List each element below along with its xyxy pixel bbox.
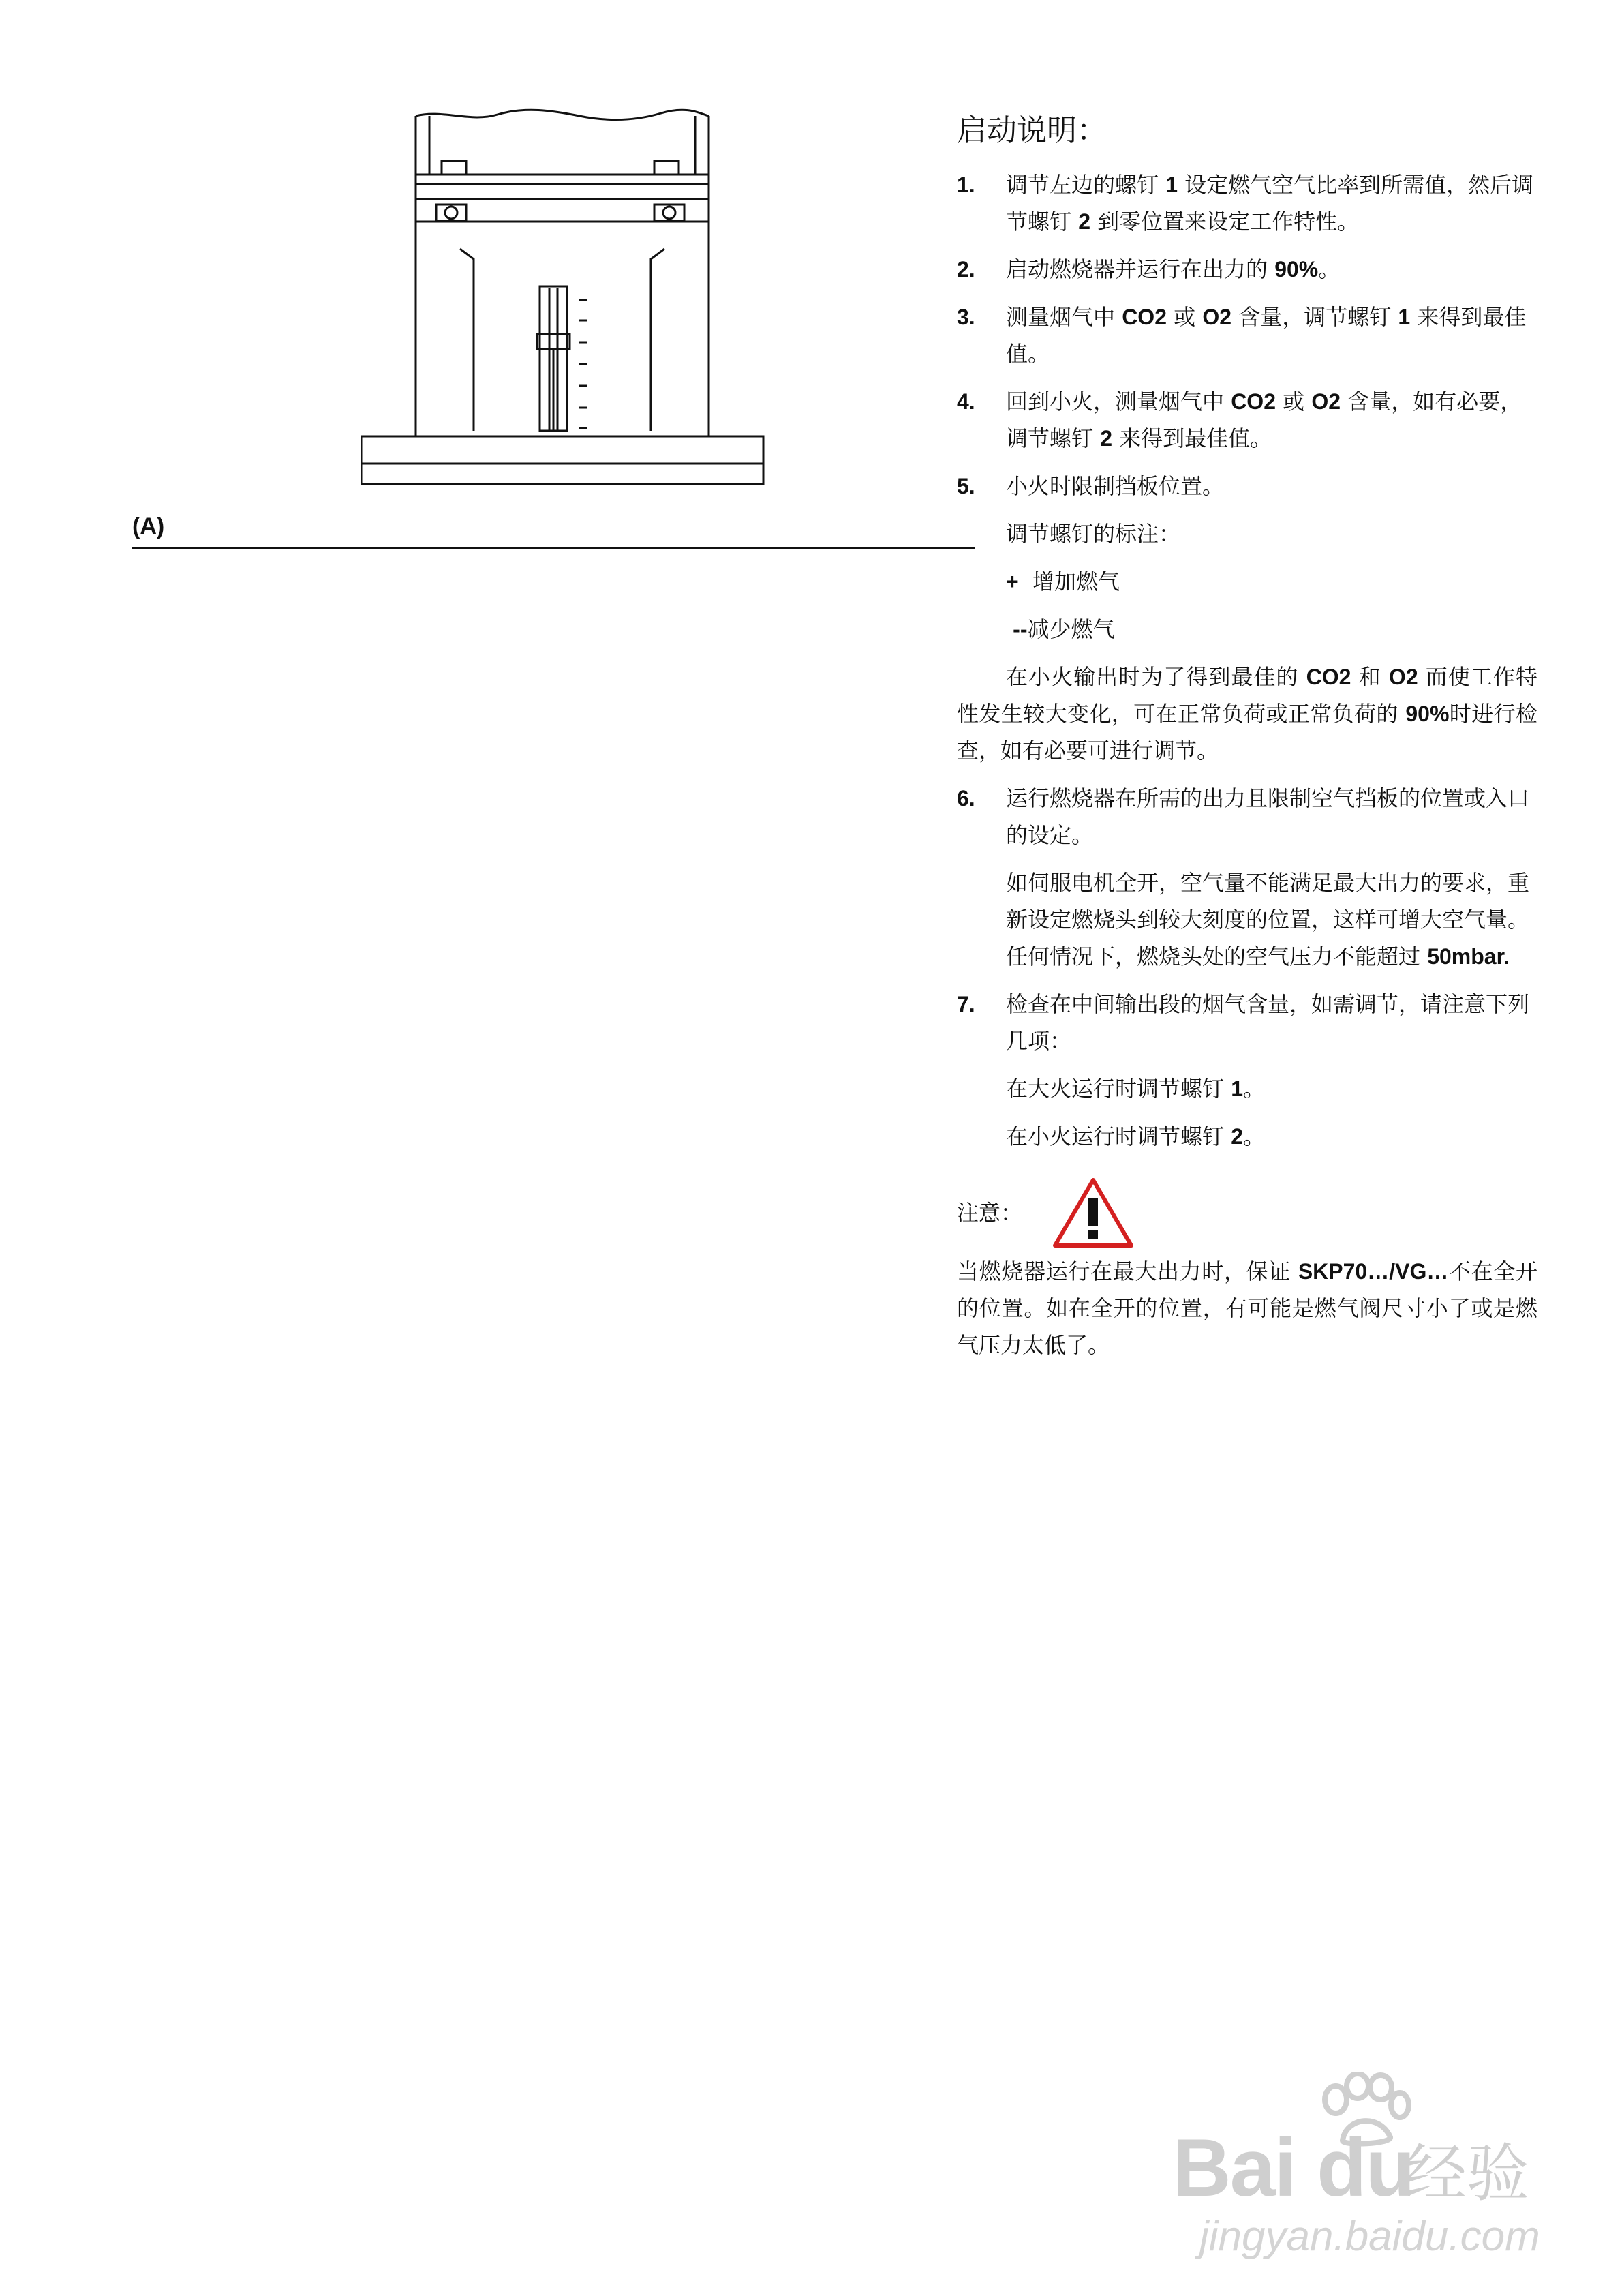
step-1 (957, 166, 1537, 240)
step-number: 4. (957, 389, 975, 414)
para-bold: 90% (1405, 701, 1450, 726)
step-text: 启动燃烧器并运行在出力的 (1006, 256, 1275, 282)
para-text: 在大火运行时调节螺钉 (1006, 1076, 1231, 1102)
screw-note-title: 调节螺钉的标注： (1006, 521, 1181, 547)
drawing-base-flange (361, 436, 763, 484)
plus-line (957, 563, 1537, 600)
step-text: 。 (1318, 256, 1341, 282)
step-bold: 1 (1398, 305, 1411, 329)
step-text: 到零位置来设定工作特性。 (1090, 209, 1360, 235)
step-4 (957, 383, 1537, 457)
para-text: 如伺服电机全开，空气量不能满足最大出力的要求，重新设定燃烧头到较大刻度的位置，这样可增大空气量。任何情况下，燃烧头处的空气压力不能超过 (1006, 870, 1530, 969)
para-text: 在小火运行时调节螺钉 (1006, 1123, 1231, 1149)
note-label: 注意： (957, 1200, 1023, 1226)
drawing-break-line (416, 110, 709, 119)
para-text: 。 (1242, 1076, 1265, 1102)
note-body: 不在全开的位置。如在全开的位置，有可能是燃气阀尺寸小了或是燃气压力太低了。 (957, 1258, 1537, 1358)
step-text: 或 (1166, 304, 1203, 330)
step-text: 调节左边的螺钉 (1006, 172, 1166, 198)
watermark-brand: Bai du (1172, 2122, 1414, 2214)
plus-sign: + (1006, 569, 1019, 594)
step-text: 检查在中间输出段的烟气含量，如需调节，请注意下列几项： (1006, 991, 1530, 1054)
watermark-cn: 经验 (1404, 2137, 1530, 2210)
step-bold: 2 (1078, 209, 1090, 234)
step-bold: 90% (1274, 257, 1319, 282)
note-text (957, 1253, 1537, 1363)
para-bold: CO2 (1306, 665, 1351, 689)
minus-text: 减少燃气 (1027, 616, 1115, 642)
drawing-scale-ticks (579, 300, 587, 428)
step-text: 测量烟气中 (1006, 304, 1122, 330)
para-bold: 50mbar. (1427, 944, 1510, 969)
step-bold: O2 (1311, 389, 1341, 414)
minus-sign: -- (1013, 617, 1028, 641)
step-text: 或 (1275, 389, 1312, 414)
drawing-right-wall (651, 249, 664, 431)
plus-text: 增加燃气 (1032, 569, 1120, 594)
para-text: 而使工作特性发生较大变化，可在正常负荷或正常负荷的 (957, 664, 1537, 727)
para-text: 。 (1242, 1123, 1265, 1149)
low-fire-adjust-line (957, 1118, 1537, 1155)
drawing-upper-nut-left (442, 161, 466, 175)
high-fire-adjust-line (957, 1070, 1537, 1107)
step-number: 6. (957, 786, 975, 811)
step-number: 5. (957, 474, 975, 498)
step-6 (957, 780, 1537, 854)
step-text: 含量，如有必要，调节螺钉 (1006, 389, 1522, 451)
para-text: 时进行检查，如有必要可进行调节。 (957, 701, 1537, 764)
step-number: 7. (957, 992, 975, 1016)
step-3 (957, 299, 1537, 372)
step-text: 设定燃气空气比率到所需值，然后调节螺钉 (1006, 172, 1534, 235)
step-7 (957, 986, 1537, 1059)
warning-triangle-icon (1052, 1177, 1134, 1248)
para-bold: O2 (1388, 665, 1418, 689)
para-text: 和 (1351, 664, 1389, 690)
step-5 (957, 468, 1537, 504)
step-text: 来得到最佳值。 (1112, 425, 1272, 451)
step-number: 1. (957, 172, 975, 197)
step-text: 回到小火，测量烟气中 (1006, 389, 1231, 414)
figure-divider (132, 547, 975, 549)
figure-label: (A) (132, 513, 165, 539)
step-number: 2. (957, 257, 975, 282)
step-text: 来得到最佳值。 (1006, 304, 1527, 367)
para-bold: 1 (1231, 1076, 1243, 1101)
baidu-watermark (1172, 2122, 1554, 2263)
para-text: 在小火输出时为了得到最佳的 (1006, 664, 1306, 690)
low-fire-check-paragraph (957, 659, 1537, 769)
servo-paragraph (957, 864, 1537, 975)
drawing-upper-nut-right (654, 161, 679, 175)
step-bold: CO2 (1231, 389, 1276, 414)
drawing-upper-plate (416, 175, 709, 199)
drawing-left-wall (460, 249, 474, 431)
step-text: 含量，调节螺钉 (1231, 304, 1398, 330)
note-body: 当燃烧器运行在最大出力时，保证 (957, 1258, 1298, 1284)
step-bold: O2 (1202, 305, 1232, 329)
valve-adjustment-drawing (361, 95, 770, 504)
step-bold: CO2 (1122, 305, 1167, 329)
note-header (957, 1173, 1537, 1253)
step-text: 运行燃烧器在所需的出力且限制空气挡板的位置或入口的设定。 (1006, 785, 1530, 848)
step-text: 小火时限制挡板位置。 (1006, 473, 1225, 499)
startup-instructions (957, 110, 1537, 1363)
step-bold: 2 (1100, 426, 1112, 451)
minus-line (957, 611, 1537, 648)
watermark-url: jingyan.baidu.com (1199, 2213, 1540, 2260)
step-2 (957, 251, 1537, 288)
step-bold: 1 (1165, 172, 1178, 197)
instructions-heading: 启动说明： (957, 113, 1107, 148)
para-bold: 2 (1231, 1124, 1243, 1149)
step-number: 3. (957, 305, 975, 329)
note-bold: SKP70…/VG… (1298, 1259, 1449, 1284)
